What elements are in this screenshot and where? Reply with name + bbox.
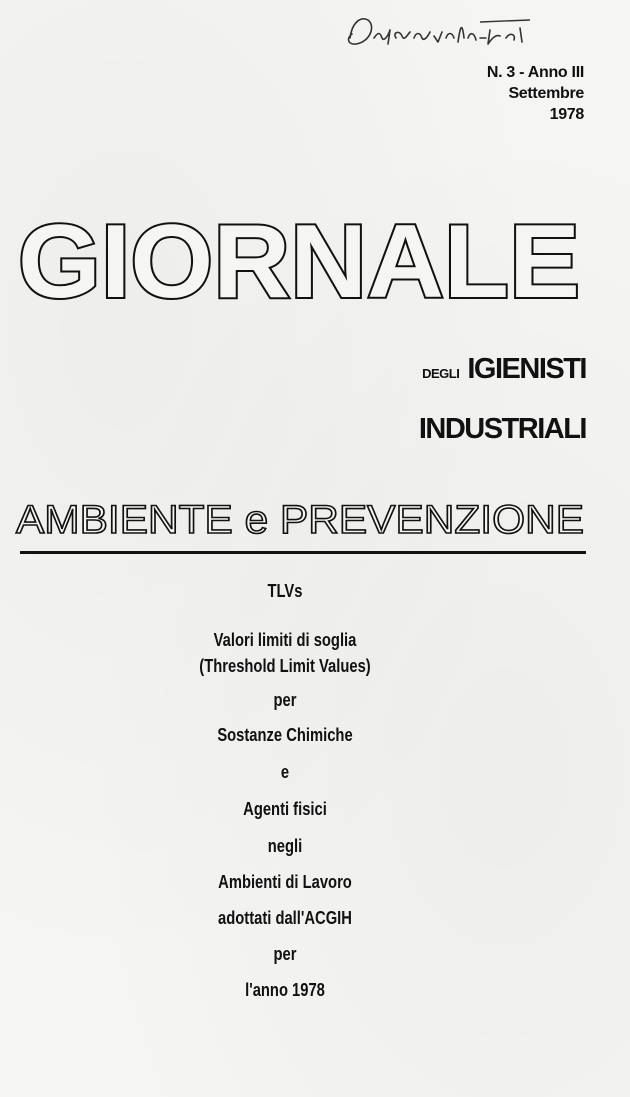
content-line: (Threshold Limit Values) [199, 656, 371, 676]
tagline-text: AMBIENTE e PREVENZIONE [16, 498, 584, 542]
subtitle-line-1 [422, 353, 586, 386]
content-block [51, 578, 518, 1004]
content-line: per [273, 944, 297, 964]
content-line: per [273, 690, 297, 710]
content-heading: TLVs [267, 581, 303, 601]
content-line: Valori limiti di soglia [213, 630, 357, 650]
issue-number: N. 3 - Anno III [486, 64, 584, 81]
subtitle-degli: DEGLI [422, 366, 460, 381]
content-line: Agenti fisici [243, 799, 327, 819]
masthead-title [0, 200, 630, 320]
content-line: l'anno 1978 [245, 980, 325, 1000]
handwritten-signature [330, 8, 580, 58]
content-line: Ambienti di Lavoro [218, 872, 352, 892]
tagline [0, 488, 630, 548]
subtitle-industriali: INDUSTRIALI [418, 413, 586, 445]
content-line: negli [267, 836, 303, 856]
content-line: Sostanze Chimiche [217, 725, 353, 745]
content-line: adottati dall'ACGIH [218, 908, 352, 928]
subtitle-igienisti: IGIENISTI [467, 353, 586, 385]
issue-month: Settembre [508, 85, 584, 102]
issue-year: 1978 [549, 106, 584, 123]
content-line: e [280, 762, 290, 782]
issue-info [487, 62, 584, 125]
masthead-title-text: GIORNALE [18, 204, 580, 320]
horizontal-rule [20, 551, 586, 554]
